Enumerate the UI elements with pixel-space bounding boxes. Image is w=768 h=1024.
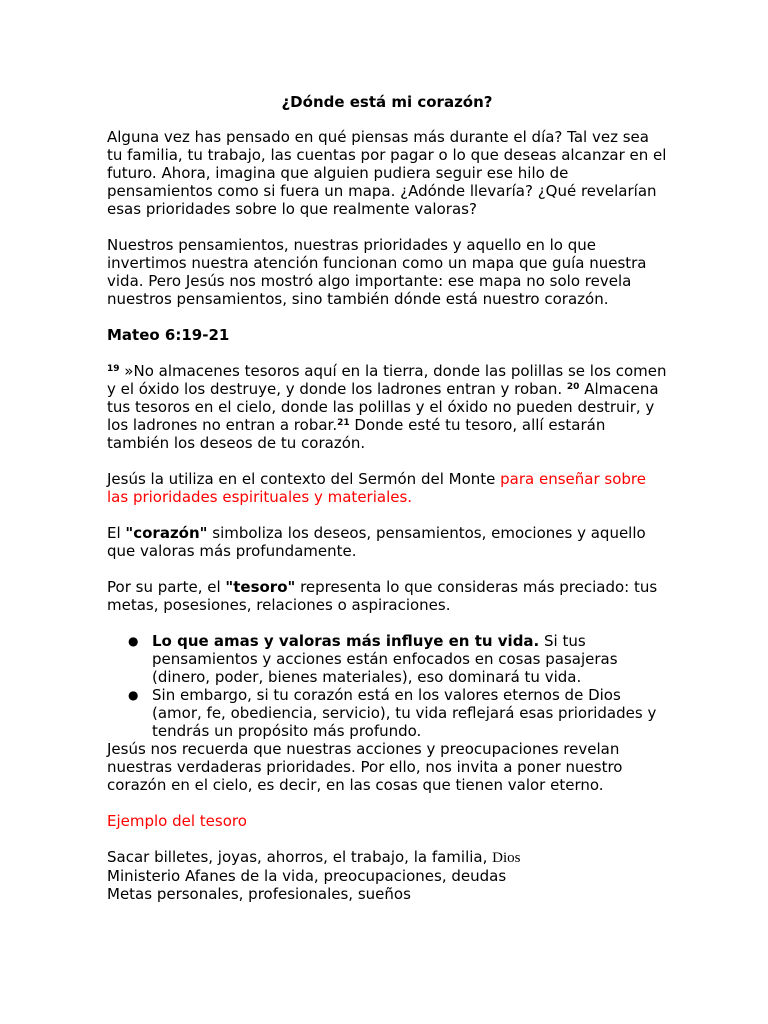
paragraph-map: Nuestros pensamientos, nuestras prioridades y aquello en lo que invertimos nuestra atención funcionan como un mapa que guía nuestra vida. Pero Jesús nos mostró algo importante: ese mapa no solo revela nuestros pensamientos, sino también dónde está nuestro corazón. xyxy=(107,236,647,308)
list-item xyxy=(128,632,667,686)
conclusion-paragraph: Jesús nos recuerda que nuestras acciones y preocupaciones revelan nuestras verdaderas prioridades. Por ello, nos invita a poner nuestro corazón en el cielo, es decir, en las cosas que tienen valor eterno. xyxy=(107,740,623,794)
page-title: ¿Dónde está mi corazón? xyxy=(281,93,493,111)
example-line-serif: Dios xyxy=(492,850,521,866)
verse-text: Almacena tus tesoros en el cielo, donde las polillas y el óxido no pueden destruir, y los ladrones no entran a robar. xyxy=(107,380,659,434)
intro-paragraph: Alguna vez has pensado en qué piensas más durante el día? Tal vez sea tu familia, tu trabajo, las cuentas por pagar o lo que deseas alcanzar en el futuro. Ahora, imagina que alguien pudiera seguir ese hilo de pensamientos como si fuera un mapa. ¿Adónde llevaría? ¿Qué revelarían esas prioridades sobre lo que realmente valoras? xyxy=(107,128,667,218)
example-line: Metas personales, profesionales, sueños xyxy=(107,885,411,903)
document-page xyxy=(107,93,667,903)
verse-text: Donde esté tu tesoro, allí estarán también los deseos de tu corazón. xyxy=(107,416,606,452)
example-line-text: Sacar billetes, joyas, ahorros, el trabajo, la familia, xyxy=(107,848,493,866)
verse-text: »No almacenes tesoros aquí en la tierra, donde las polillas se los comen y el óxido los destruye, y donde los ladrones entran y roban. xyxy=(107,362,667,398)
treasure-prefix: Por su parte, el xyxy=(107,578,226,596)
bullet-icon: ● xyxy=(128,688,139,702)
scripture-passage xyxy=(107,362,667,452)
context-paragraph xyxy=(107,470,667,506)
heart-paragraph xyxy=(107,524,667,560)
treasure-term: "tesoro" xyxy=(225,578,296,596)
list-item xyxy=(128,686,667,740)
treasure-paragraph xyxy=(107,578,667,614)
list-item-text: Sin embargo, si tu corazón está en los valores eternos de Dios (amor, fe, obediencia, servicio), tu vida reflejará esas prioridades y tendrás un propósito más profundo. xyxy=(152,686,657,740)
heart-suffix: simboliza los deseos, pensamientos, emociones y aquello que valoras más profundamente. xyxy=(107,524,646,560)
context-highlight: para enseñar sobre las prioridades espirituales y materiales. xyxy=(107,470,646,506)
list-item-bold: Lo que amas y valoras más influye en tu vida. xyxy=(152,632,540,650)
verse-number: 21 xyxy=(337,418,350,428)
context-text: Jesús la utiliza en el contexto del Sermón del Monte xyxy=(107,470,501,488)
example-line: Ministerio Afanes de la vida, preocupaciones, deudas xyxy=(107,867,507,885)
heart-prefix: El xyxy=(107,524,126,542)
list-item-text: Si tus pensamientos y acciones están enfocados en cosas pasajeras (dinero, poder, bienes materiales), eso dominará tu vida. xyxy=(152,632,618,686)
examples-block xyxy=(107,848,667,903)
treasure-suffix: representa lo que consideras más preciado: tus metas, posesiones, relaciones o aspiraciones. xyxy=(107,578,658,614)
heart-term: "corazón" xyxy=(125,524,208,542)
example-line xyxy=(107,848,667,867)
bullet-list xyxy=(107,632,667,740)
verse-number: 20 xyxy=(566,382,580,392)
example-heading: Ejemplo del tesoro xyxy=(107,812,247,830)
bullet-icon: ● xyxy=(128,634,139,648)
scripture-heading: Mateo 6:19-21 xyxy=(107,326,230,344)
verse-number: 19 xyxy=(107,364,120,374)
